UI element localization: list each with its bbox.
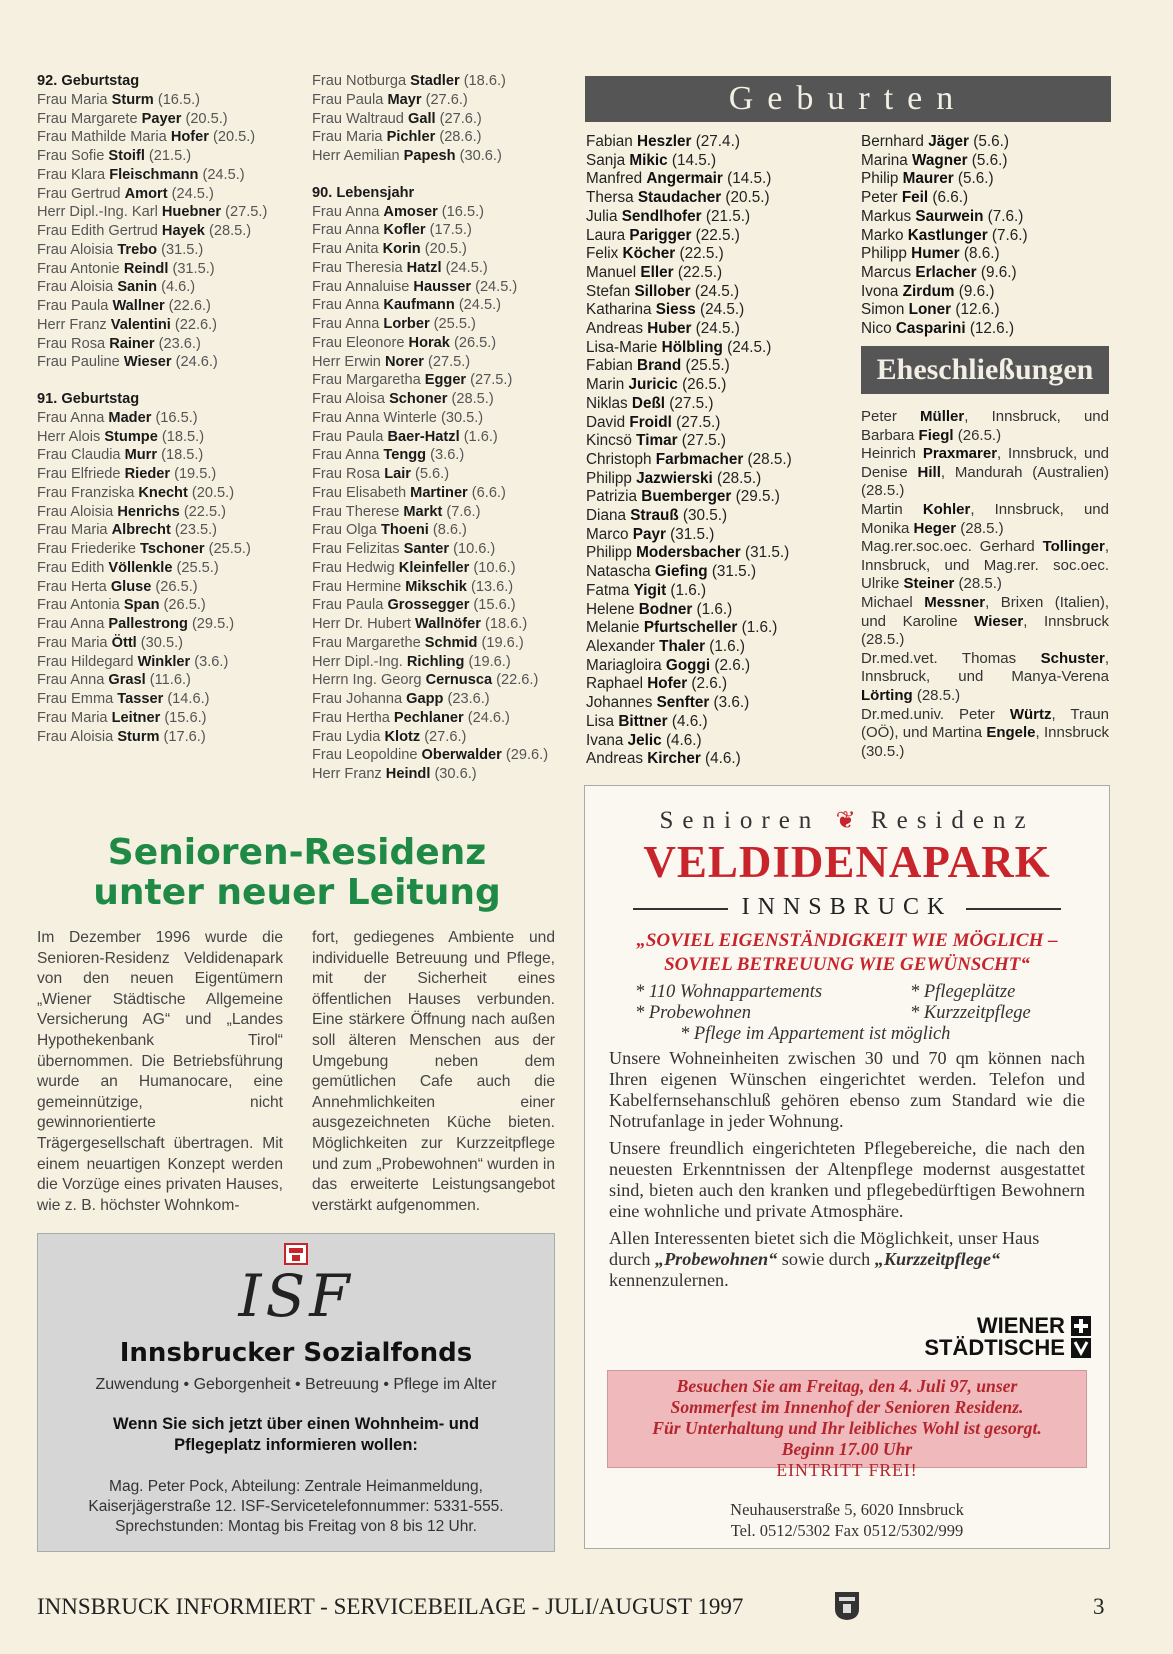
ad-feature-5: * Pflege im Appartement ist möglich — [680, 1024, 951, 1044]
ws-emblem-icon — [1071, 1316, 1091, 1336]
birth-entry: Marin Juricic (26.5.) — [586, 376, 727, 394]
marriage-entry: Peter Müller, Innsbruck, und Barbara Fiegl (26.5.) — [861, 408, 1109, 444]
list-item: Frau Eleonore Horak (26.5.) — [312, 334, 497, 351]
birth-entry: Felix Köcher (22.5.) — [586, 245, 724, 263]
list-item: Herrn Ing. Georg Cernusca (22.6.) — [312, 672, 539, 689]
list-item: Frau Leopoldine Oberwalder (29.6.) — [312, 747, 549, 764]
ad-top-right: Residenz — [870, 807, 1035, 834]
birth-entry: Patrizia Buemberger (29.5.) — [586, 488, 780, 506]
ad-brand: VELDIDENAPARK — [643, 837, 1051, 887]
list-item: Frau Aloisia Trebo (31.5.) — [37, 241, 204, 258]
list-item: Frau Edith Gertrud Hayek (28.5.) — [37, 223, 252, 239]
birth-entry: Philipp Humer (8.6.) — [861, 245, 1000, 263]
list-item: Frau Paula Baer-Hatzl (1.6.) — [312, 428, 498, 445]
list-item: Frau Anita Korin (20.5.) — [312, 241, 467, 257]
birth-entry: Lisa-Marie Hölbling (24.5.) — [586, 338, 772, 356]
wiener-staedtische-logo — [924, 1315, 1091, 1359]
list-item: Frau Margarethe Schmid (19.6.) — [312, 634, 524, 651]
list-item: Frau Annaluise Hausser (24.5.) — [312, 278, 518, 295]
ws-shield-icon — [1071, 1338, 1091, 1358]
ehe-banner — [861, 346, 1109, 394]
birth-entry: Diana Strauß (30.5.) — [586, 507, 728, 525]
section-heading: 90. Lebensjahr — [312, 184, 415, 201]
list-item: Frau Rosa Lair (5.6.) — [312, 466, 450, 482]
geburten-list-right — [861, 133, 1111, 339]
marriage-entry: Dr.med.univ. Peter Würtz, Traun (OÖ), und Martina Engele, Innsbruck (30.5.) — [861, 705, 1109, 760]
list-item: Frau Pauline Wieser (24.6.) — [37, 354, 218, 371]
birth-entry: Katharina Siess (24.5.) — [586, 301, 745, 319]
birth-entry: Manfred Angermair (14.5.) — [586, 170, 772, 188]
list-item: Frau Paula Grossegger (15.6.) — [312, 597, 516, 614]
marriage-entry: Heinrich Praxmarer, Innsbruck, und Denise Hill, Mandurah (Australien) (28.5.) — [861, 445, 1110, 500]
list-item: Herr Aemilian Papesh (30.6.) — [312, 148, 502, 164]
ad-p3c: sowie durch — [777, 1249, 875, 1269]
list-item: Frau Therese Markt (7.6.) — [312, 503, 481, 520]
birth-entry: Melanie Pfurtscheller (1.6.) — [586, 619, 778, 637]
birth-entry: Marco Payr (31.5.) — [586, 525, 715, 543]
box-line-5: EINTRITT FREI! — [776, 1460, 918, 1480]
list-item: Frau Maria Öttl (30.5.) — [37, 634, 183, 651]
list-item: Frau Claudia Murr (18.5.) — [37, 447, 204, 464]
section-heading: 92. Geburtstag — [37, 73, 140, 89]
ad-ornament-icon: ❦ — [835, 808, 856, 834]
list-item: Frau Hertha Pechlaner (24.6.) — [312, 709, 510, 726]
birth-entry: Julia Sendlhofer (21.5.) — [586, 207, 751, 225]
isf-logo: ISF — [238, 1262, 354, 1330]
list-item: Frau Emma Tasser (14.6.) — [37, 691, 210, 707]
list-item: Frau Sofie Stoifl (21.5.) — [37, 148, 192, 164]
box-line-3: Für Unterhaltung und Ihr leibliches Wohl ist gesorgt. — [652, 1418, 1042, 1438]
birth-entry: Stefan Sillober (24.5.) — [586, 282, 740, 300]
birth-entry: Christoph Farbmacher (28.5.) — [586, 450, 792, 468]
list-item: Frau Maria Albrecht (23.5.) — [37, 522, 218, 539]
list-item: Herr Dipl.-Ing. Karl Huebner (27.5.) — [37, 204, 268, 221]
list-item: Frau Paula Wallner (22.6.) — [37, 298, 211, 314]
section-heading: 91. Geburtstag — [37, 391, 140, 407]
birth-entry: Nico Casparini (12.6.) — [861, 320, 1015, 338]
birthday-column-1 — [37, 72, 277, 746]
list-item: Frau Antonie Reindl (31.5.) — [37, 260, 215, 277]
ad-slogan-1: „SOVIEL EIGENSTÄNDIGKEIT WIE MÖGLICH – — [636, 930, 1058, 951]
innsbruck-crest-icon — [834, 1591, 860, 1621]
birth-entry: Mariagloira Goggi (2.6.) — [586, 656, 751, 674]
birth-entry: Raphael Hofer (2.6.) — [586, 675, 728, 693]
ad-paragraph-1: Unsere Wohneinheiten zwischen 30 und 70 qm können nach Ihren eigenen Wünschen eingerichtet werden. Telefon und Kabelfernsehanschluß gehören ebenso zum Standard wie die Notrufanlage in jeder Wohnung. — [609, 1048, 1085, 1131]
ad-p3e: kennenzulernen. — [609, 1270, 729, 1290]
ad-address: Neuhauserstraße 5, 6020 Innsbruck — [730, 1500, 964, 1519]
ad-feature-4: * Kurzzeitpflege — [910, 1003, 1031, 1023]
list-item: Frau Rosa Rainer (23.6.) — [37, 335, 201, 352]
birth-entry: Sanja Mikic (14.5.) — [586, 151, 717, 169]
ad-p3b: „Probewohnen“ — [654, 1249, 778, 1269]
article-title-line2: unter neuer Leitung — [93, 872, 501, 913]
box-line-4: Beginn 17.00 Uhr — [781, 1439, 913, 1459]
list-item: Herr Franz Heindl (30.6.) — [312, 766, 477, 782]
isf-contact-3: Sprechstunden: Montag bis Freitag von 8 bis 12 Uhr. — [115, 1518, 477, 1535]
ws-text-2: STÄDTISCHE — [924, 1335, 1065, 1360]
article-title-line1: Senioren-Residenz — [107, 832, 487, 873]
veldidenapark-ad — [584, 785, 1110, 1549]
birth-entry: Philipp Modersbacher (31.5.) — [586, 544, 790, 562]
ad-feature-2: * Pflegeplätze — [910, 982, 1016, 1002]
ws-text-1: WIENER — [976, 1313, 1065, 1338]
geburten-list-left — [586, 133, 851, 769]
ad-paragraph-3 — [609, 1228, 1085, 1291]
birth-entry: Ivana Jelic (4.6.) — [586, 731, 702, 749]
list-item: Frau Maria Leitner (15.6.) — [37, 709, 207, 726]
list-item: Frau Anna Grasl (11.6.) — [37, 672, 191, 689]
birth-entry: Fatma Yigit (1.6.) — [586, 581, 707, 599]
birth-entry: Manuel Eller (22.5.) — [586, 263, 723, 281]
birth-entry: Natascha Giefing (31.5.) — [586, 563, 757, 581]
birth-entry: Marcus Erlacher (9.6.) — [861, 263, 1017, 281]
birth-entry: Marina Wagner (5.6.) — [861, 151, 1008, 169]
birth-entry: Laura Parigger (22.5.) — [586, 226, 740, 244]
ad-city: INNSBRUCK — [741, 894, 953, 920]
ad-body — [609, 1048, 1085, 1291]
birth-entry: Lisa Bittner (4.6.) — [586, 712, 708, 730]
list-item: Frau Antonia Span (26.5.) — [37, 597, 206, 614]
birthday-column-2 — [312, 72, 562, 784]
ad-city-line — [633, 894, 1061, 924]
list-item: Frau Elfriede Rieder (19.5.) — [37, 466, 217, 482]
section-gap — [312, 166, 562, 184]
birth-entry: Fabian Heszler (27.4.) — [586, 133, 740, 150]
list-item: Frau Aloisia Sturm (17.6.) — [37, 728, 206, 745]
ws-line-2 — [924, 1337, 1091, 1359]
birth-entry: Andreas Kircher (4.6.) — [586, 750, 741, 768]
box-line-2: Sommerfest im Innenhof der Senioren Residenz. — [670, 1397, 1024, 1417]
list-item: Frau Lydia Klotz (27.6.) — [312, 728, 467, 745]
marriage-entry: Mag.rer.soc.oec. Gerhard Tollinger, Innsbruck, und Mag.rer. soc.oec. Ulrike Steiner (28.5.) — [861, 538, 1109, 593]
page-number: 3 — [1093, 1594, 1105, 1619]
ad-p3a: Allen Interessenten bietet sich die Möglichkeit, unser Haus durch — [609, 1228, 1040, 1269]
list-item: Frau Anna Lorber (25.5.) — [312, 316, 476, 332]
birth-entry: Simon Loner (12.6.) — [861, 301, 1000, 319]
list-item: Frau Anna Amoser (16.5.) — [312, 203, 484, 220]
ad-rule-right — [966, 908, 1061, 910]
birth-entry: Bernhard Jäger (5.6.) — [861, 133, 1009, 150]
isf-box — [37, 1233, 555, 1552]
list-item: Herr Alois Stumpe (18.5.) — [37, 428, 205, 445]
list-item: Frau Klara Fleischmann (24.5.) — [37, 166, 245, 183]
isf-cta: Wenn Sie sich jetzt über einen Wohnheim- und Pflegeplatz informieren wollen: — [112, 1415, 480, 1454]
footer-text: INNSBRUCK INFORMIERT - SERVICEBEILAGE - JULI/AUGUST 1997 — [37, 1594, 744, 1619]
ad-slogan-2: SOVIEL BETREUUNG WIE GEWÜNSCHT“ — [664, 954, 1030, 975]
ehe-list — [861, 408, 1109, 761]
list-item: Frau Anna Tengg (3.6.) — [312, 447, 465, 464]
birth-entry: Helene Bodner (1.6.) — [586, 600, 733, 618]
ad-top-line — [585, 806, 1109, 835]
list-item: Frau Herta Gluse (26.5.) — [37, 578, 198, 595]
list-item: Frau Margaretha Egger (27.5.) — [312, 372, 513, 389]
birth-entry: Fabian Brand (25.5.) — [586, 357, 730, 375]
box-line-1: Besuchen Sie am Freitag, den 4. Juli 97, unser — [676, 1376, 1018, 1396]
list-item: Frau Theresia Hatzl (24.5.) — [312, 259, 488, 276]
list-item: Frau Franziska Knecht (20.5.) — [37, 484, 235, 501]
birth-entry: Markus Saurwein (7.6.) — [861, 207, 1024, 225]
geburten-title: Geburten — [728, 80, 968, 117]
birth-entry: Johannes Senfter (3.6.) — [586, 694, 750, 712]
list-item: Frau Hermine Mikschik (13.6.) — [312, 578, 514, 595]
birth-entry: David Froidl (27.5.) — [586, 413, 721, 431]
ad-paragraph-2: Unsere freundlich eingerichteten Pflegebereiche, die nach den neuesten Erkenntnissen der Altenpflege modernst ausgestattet sind, bieten auch den kranken und pflegebedürftigen Bewohnern eine wohnliche und private Atmosphäre. — [609, 1138, 1085, 1221]
isf-contact-1: Mag. Peter Pock, Abteilung: Zentrale Heimanmeldung, — [109, 1478, 483, 1495]
birth-entry: Philipp Jazwierski (28.5.) — [586, 469, 762, 487]
isf-contact-2: Kaiserjägerstraße 12. ISF-Servicetelefonnummer: 5331-555. — [88, 1498, 504, 1515]
list-item: Frau Anna Kofler (17.5.) — [312, 222, 472, 239]
isf-tagline: Zuwendung • Geborgenheit • Betreuung • Pflege im Alter — [95, 1376, 497, 1393]
ad-p3d: „Kurzzeitpflege“ — [874, 1249, 1001, 1269]
ad-top-left: Senioren — [659, 807, 821, 834]
list-item: Frau Aloisa Schoner (28.5.) — [312, 391, 494, 407]
ehe-title: Eheschließungen — [876, 353, 1094, 386]
list-item: Frau Elisabeth Martiner (6.6.) — [312, 484, 506, 501]
list-item: Frau Maria Sturm (16.5.) — [37, 91, 201, 108]
sommerfest-box — [607, 1370, 1087, 1480]
ad-feature-3: * Probewohnen — [635, 1003, 751, 1023]
birth-entry: Peter Feil (6.6.) — [861, 189, 969, 207]
list-item: Frau Margarete Payer (20.5.) — [37, 110, 228, 127]
list-item: Frau Waltraud Gall (27.6.) — [312, 110, 482, 127]
marriage-entry: Dr.med.vet. Thomas Schuster, Innsbruck, und Manya-Verena Lörting (28.5.) — [861, 649, 1109, 704]
birth-entry: Ivona Zirdum (9.6.) — [861, 282, 995, 300]
list-item: Frau Paula Mayr (27.6.) — [312, 91, 468, 108]
list-item: Frau Anna Kaufmann (24.5.) — [312, 297, 501, 314]
geburten-banner — [585, 76, 1111, 122]
list-item: Frau Aloisia Henrichs (22.5.) — [37, 503, 226, 520]
section-gap — [37, 372, 277, 390]
list-item: Frau Olga Thoeni (8.6.) — [312, 522, 467, 539]
list-item: Herr Dr. Hubert Wallnöfer (18.6.) — [312, 616, 528, 632]
list-item: Herr Erwin Norer (27.5.) — [312, 353, 471, 370]
list-item: Frau Anna Mader (16.5.) — [37, 409, 198, 426]
article-col-2: fort, gediegenes Ambiente und individuelle Betreuung und Pflege, mit der Sicherheit eines öffentlichen Hauses verbunden. Eine stärkere Öffnung nach außen soll älteren Menschen aus der Umgebung neben dem gemütlichen Cafe auch die Annehmlichkeiten einer ausgezeichneten Küche bieten. Möglichkeiten zur Kurzzeitpflege und zum „Probewohnen“ wurden in das erweiterte Leistungsangebot verstärkt aufgenommen. — [312, 929, 555, 1214]
list-item: Frau Anna Pallestrong (29.5.) — [37, 616, 235, 632]
marriage-entry: Michael Messner, Brixen (Italien), und Karoline Wieser, Innsbruck (28.5.) — [861, 593, 1109, 649]
ad-feature-1: * 110 Wohnappartements — [635, 982, 823, 1002]
birth-entry: Alexander Thaler (1.6.) — [586, 637, 745, 655]
list-item: Herr Franz Valentini (22.6.) — [37, 316, 218, 333]
list-item: Frau Hildegard Winkler (3.6.) — [37, 653, 229, 670]
ws-line-1 — [924, 1315, 1091, 1337]
list-item: Frau Johanna Gapp (23.6.) — [312, 691, 490, 707]
list-item: Frau Anna Winterle (30.5.) — [312, 409, 484, 426]
list-item: Frau Aloisia Sanin (4.6.) — [37, 279, 196, 296]
list-item: Frau Mathilde Maria Hofer (20.5.) — [37, 129, 256, 146]
birth-entry: Philip Maurer (5.6.) — [861, 170, 994, 188]
article-title — [37, 833, 557, 913]
birth-entry: Marko Kastlunger (7.6.) — [861, 226, 1028, 244]
birth-entry: Andreas Huber (24.5.) — [586, 320, 740, 338]
list-item: Frau Gertrud Amort (24.5.) — [37, 185, 214, 202]
birth-entry: Niklas Deßl (27.5.) — [586, 394, 714, 412]
marriage-entry: Martin Kohler, Innsbruck, und Monika Heger (28.5.) — [861, 500, 1109, 537]
list-item: Frau Hedwig Kleinfeller (10.6.) — [312, 559, 516, 576]
list-item: Frau Felizitas Santer (10.6.) — [312, 541, 496, 557]
list-item: Frau Notburga Stadler (18.6.) — [312, 73, 506, 89]
ad-phone: Tel. 0512/5302 Fax 0512/5302/999 — [730, 1521, 964, 1540]
article-col-1: Im Dezember 1996 wurde die Senioren-Residenz Veldidenapark von den neuen Eigentümern „Wiener Städtische Allgemeine Versicherung AG“ und „Landes Hypothekenbank Tirol“ übernommen. Die Betriebsführung wurde an Humanocare, eine gemeinnützige, nicht gewinnorientierte Trägergesellschaft übertragen. Mit einem neuartigen Konzept werden die Vorzüge eines privaten Hauses, wie z. B. höchster Wohnkom- — [37, 929, 283, 1214]
birth-entry: Thersa Staudacher (20.5.) — [586, 189, 770, 207]
birth-entry: Kincsö Timar (27.5.) — [586, 432, 727, 450]
ad-rule-left — [633, 908, 728, 910]
list-item: Frau Maria Pichler (28.6.) — [312, 129, 482, 146]
isf-name: Innsbrucker Sozialfonds — [119, 1338, 473, 1368]
list-item: Frau Friederike Tschoner (25.5.) — [37, 541, 251, 557]
list-item: Frau Edith Völlenkle (25.5.) — [37, 559, 219, 576]
list-item: Herr Dipl.-Ing. Richling (19.6.) — [312, 653, 511, 670]
